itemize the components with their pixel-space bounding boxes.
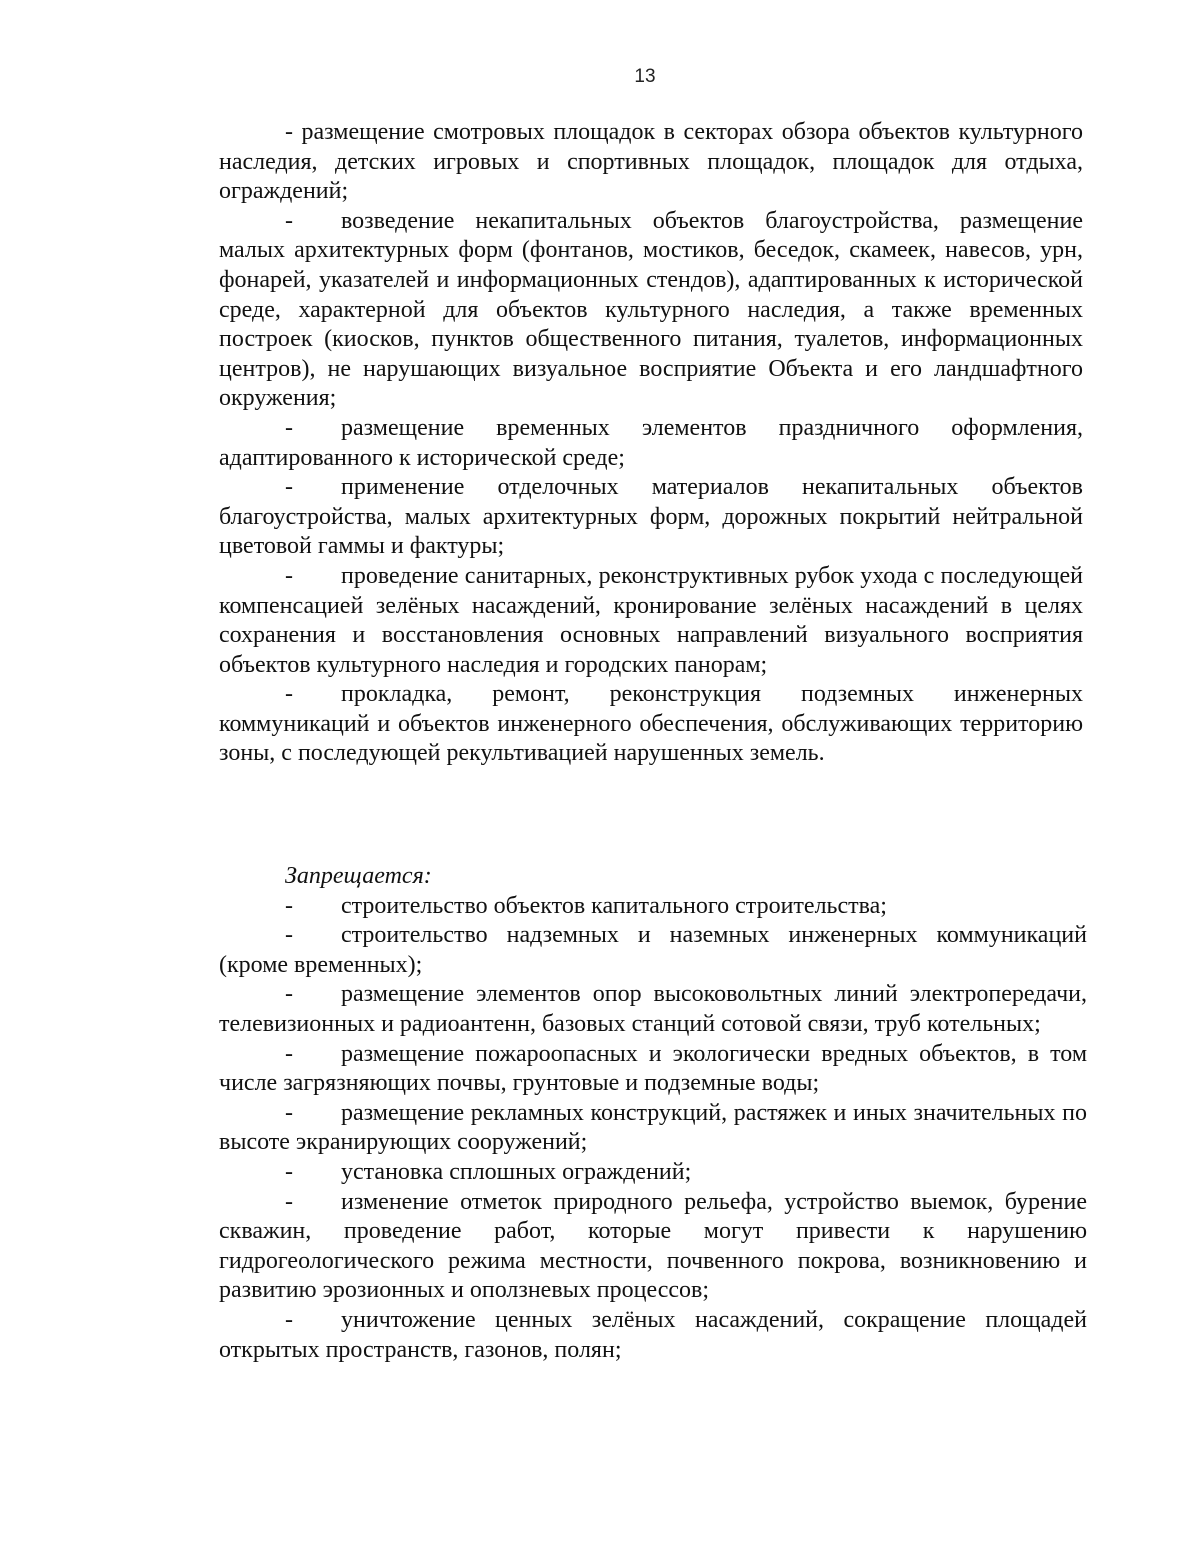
- list-dash: -: [285, 981, 293, 1008]
- prohibited-item-1: [219, 892, 1087, 922]
- list-dash: -: [285, 922, 293, 949]
- item-text: установка сплошных ограждений;: [341, 1158, 692, 1185]
- list-dash: -: [285, 1099, 293, 1126]
- allowed-item-6: [219, 680, 1083, 769]
- prohibited-item-8: [219, 1306, 1087, 1365]
- item-text: строительство надземных и наземных инженерных коммуникаций (кроме временных);: [219, 922, 1087, 978]
- allowed-list: [219, 118, 1083, 769]
- list-dash: -: [285, 414, 293, 441]
- item-text: изменение отметок природного рельефа, устройство выемок, бурение скважин, проведение работ, которые могут привести к нарушению гидрогеологического режима местности, почвенного покрова, возникновению и развитию эрозионных и оползневых процессов;: [219, 1188, 1087, 1304]
- item-text: строительство объектов капитального строительства;: [341, 892, 887, 919]
- item-text: возведение некапитальных объектов благоустройства, размещение малых архитектурных форм (фонтанов, мостиков, беседок, скамеек, навесов, урн, фонарей, указателей и информационных стендов), адаптированных к исторической среде, характерной для объектов культурного наследия, а также временных построек (киосков, пунктов общественного питания, туалетов, информационных центров), не нарушающих визуальное восприятие Объекта и его ландшафтного окружения;: [219, 207, 1083, 412]
- item-text: применение отделочных материалов некапитальных объектов благоустройства, малых архитектурных форм, дорожных покрытий нейтральной цветовой гаммы и фактуры;: [219, 474, 1083, 560]
- prohibited-item-4: [219, 1040, 1087, 1099]
- list-dash: -: [285, 1158, 293, 1185]
- allowed-item-5: [219, 562, 1083, 680]
- item-text: размещение рекламных конструкций, растяжек и иных значительных по высоте экранирующих сооружений;: [219, 1099, 1087, 1156]
- allowed-item-2: [219, 207, 1083, 414]
- item-text: размещение пожароопасных и экологически вредных объектов, в том числе загрязняющих почвы, грунтовые и подземные воды;: [219, 1040, 1087, 1097]
- prohibited-section: [219, 862, 1087, 1365]
- list-dash: -: [285, 562, 293, 589]
- list-dash: -: [285, 1306, 293, 1333]
- item-text: размещение временных элементов праздничного оформления, адаптированного к исторической среде;: [219, 414, 1083, 471]
- list-dash: -: [285, 892, 293, 919]
- allowed-item-3: [219, 414, 1083, 473]
- prohibited-heading: Запрещается:: [285, 863, 432, 889]
- item-text: прокладка, ремонт, реконструкция подземных инженерных коммуникаций и объектов инженерного обеспечения, обслуживающих территорию зоны, с последующей рекультивацией нарушенных земель.: [219, 681, 1083, 767]
- list-dash: -: [285, 1040, 293, 1067]
- allowed-item-1: - размещение смотровых площадок в секторах обзора объектов культурного наследия, детских игровых и спортивных площадок, площадок для отдыха, ограждений;: [219, 119, 1083, 205]
- prohibited-item-5: [219, 1099, 1087, 1158]
- prohibited-item-3: [219, 980, 1087, 1039]
- allowed-item-4: [219, 473, 1083, 562]
- prohibited-item-6: [219, 1158, 1087, 1188]
- list-dash: -: [285, 681, 293, 708]
- list-dash: -: [285, 1188, 293, 1215]
- prohibited-item-7: [219, 1188, 1087, 1306]
- item-text: размещение элементов опор высоковольтных линий электропередачи, телевизионных и радиоантенн, базовых станций сотовой связи, труб котельных;: [219, 981, 1087, 1037]
- page-number: 13: [634, 66, 656, 87]
- list-dash: -: [285, 207, 293, 234]
- prohibited-item-2: [219, 921, 1087, 980]
- item-text: уничтожение ценных зелёных насаждений, сокращение площадей открытых пространств, газонов, полян;: [219, 1306, 1087, 1363]
- item-text: проведение санитарных, реконструктивных рубок ухода с последующей компенсацией зелёных насаждений, кронирование зелёных насаждений в целях сохранения и восстановления основных направлений визуального восприятия объектов культурного наследия и городских панорам;: [219, 562, 1083, 678]
- list-dash: -: [285, 474, 293, 501]
